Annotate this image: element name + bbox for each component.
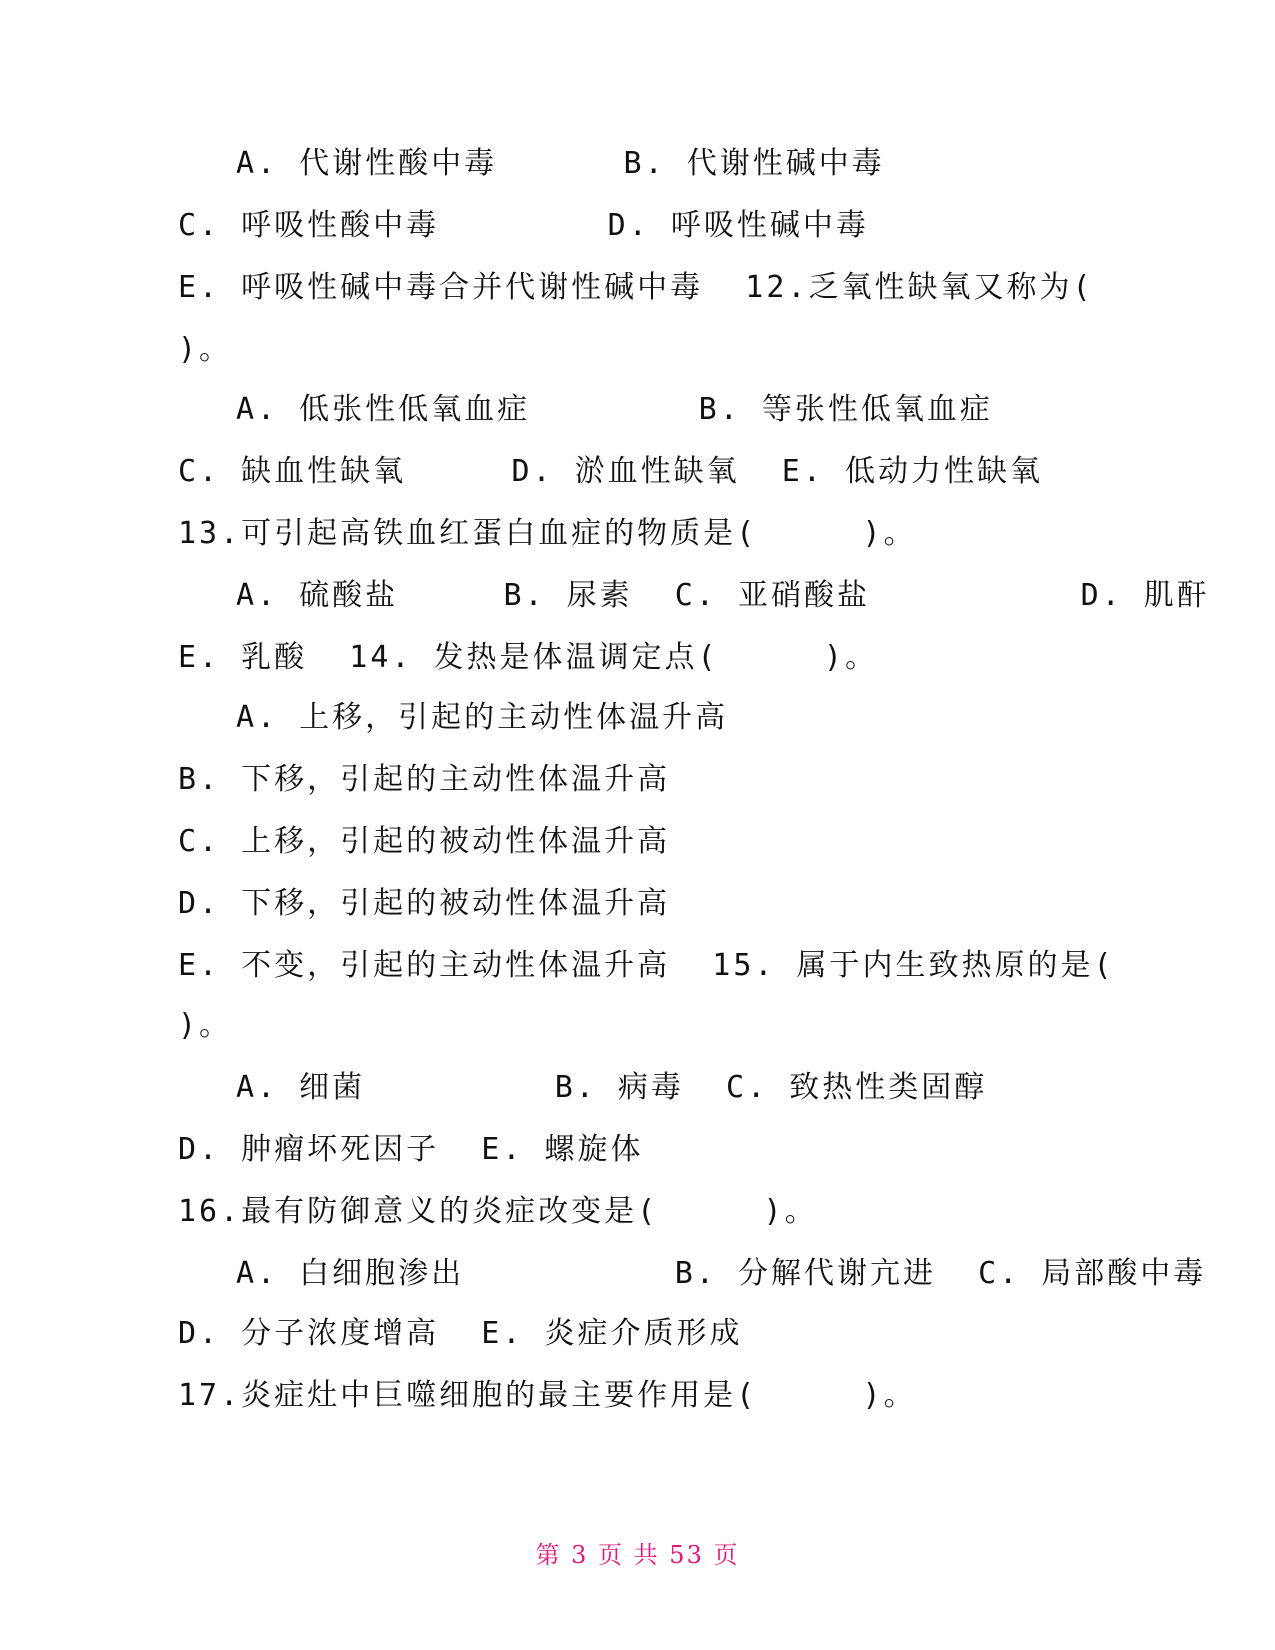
- option-line: A. 低张性低氧血症 B. 等张性低氧血症: [236, 392, 993, 427]
- question-line: E. 不变，引起的主动性体温升高 15. 属于内生致热原的是(: [178, 948, 1115, 983]
- question-line: E. 呼吸性碱中毒合并代谢性碱中毒 12.乏氧性缺氧又称为(: [178, 270, 1094, 305]
- option-line: D. 分子浓度增高 E. 炎症介质形成: [178, 1316, 743, 1351]
- option-line: B. 下移，引起的主动性体温升高: [178, 762, 671, 797]
- option-line: D. 肿瘤坏死因子 E. 螺旋体: [178, 1132, 644, 1167]
- option-line: C. 上移，引起的被动性体温升高: [178, 824, 671, 859]
- question-line: )。: [178, 1008, 233, 1043]
- question-line: )。: [178, 332, 233, 367]
- question-line: 13.可引起高铁血红蛋白血症的物质是( )。: [178, 516, 917, 551]
- question-line: E. 乳酸 14. 发热是体温调定点( )。: [178, 640, 878, 675]
- option-line: C. 呼吸性酸中毒 D. 呼吸性碱中毒: [178, 208, 869, 243]
- question-line: 16.最有防御意义的炎症改变是( )。: [178, 1194, 818, 1229]
- option-line: D. 下移，引起的被动性体温升高: [178, 886, 671, 921]
- question-line: 17.炎症灶中巨噬细胞的最主要作用是( )。: [178, 1378, 917, 1413]
- option-line: A. 代谢性酸中毒 B. 代谢性碱中毒: [236, 146, 885, 181]
- option-line: A. 细菌 B. 病毒 C. 致热性类固醇: [236, 1070, 988, 1105]
- page-number-footer: 第 3 页 共 53 页: [535, 1541, 740, 1569]
- option-line: A. 硫酸盐 B. 尿素 C. 亚硝酸盐 D. 肌酐: [236, 578, 1210, 613]
- option-line: A. 上移，引起的主动性体温升高: [236, 700, 729, 735]
- option-line: A. 白细胞渗出 B. 分解代谢亢进 C. 局部酸中毒: [236, 1256, 1207, 1291]
- option-line: C. 缺血性缺氧 D. 淤血性缺氧 E. 低动力性缺氧: [178, 454, 1043, 489]
